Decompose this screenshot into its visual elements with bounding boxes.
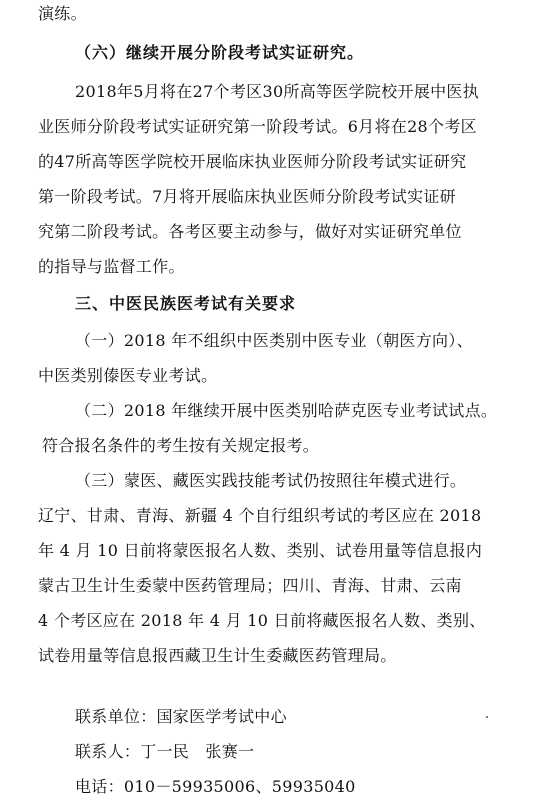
- text-line: 符合报名条件的考生按有关规定报考。: [42, 436, 320, 455]
- text-line: 年 4 月 10 日前将蒙医报名人数、类别、试卷用量等信息报内: [38, 541, 483, 560]
- text-line: 的指导与监督工作。: [38, 257, 185, 276]
- text-line: 中医类别傣医专业考试。: [38, 366, 218, 385]
- text-line: 试卷用量等信息报西藏卫生计生委藏医药管理局。: [38, 646, 397, 665]
- contact-person: 联系人：丁一民 张赛一: [75, 742, 255, 761]
- text-line: 2018年5月将在27个考区30所高等医学院校开展中医执: [75, 82, 480, 101]
- text-line: （一）2018 年不组织中医类别中医专业（朝医方向）、: [75, 331, 473, 350]
- section-heading: 三、中医民族医考试有关要求: [75, 294, 297, 313]
- contact-phone: 电话：010－59935006、59935040: [75, 777, 356, 796]
- text-line: （二）2018 年继续开展中医类别哈萨克医专业考试试点。: [75, 401, 498, 420]
- text-line: 蒙古卫生计生委蒙中医药管理局；四川、青海、甘肃、云南: [38, 576, 462, 595]
- text-line: （三）蒙医、藏医实践技能考试仍按照往年模式进行。: [75, 471, 467, 490]
- text-line: 的47所高等医学院校开展临床执业医师分阶段考试实证研究: [38, 152, 467, 171]
- text-line: 4 个考区应在 2018 年 4 月 10 日前将藏医报名人数、类别、: [38, 611, 486, 630]
- text-line: 辽宁、甘肃、青海、新疆 4 个自行组织考试的考区应在 2018: [38, 506, 482, 525]
- text-line: 第一阶段考试。7月将开展临床执业医师分阶段考试实证研: [38, 187, 456, 206]
- text-line: 业医师分阶段考试实证研究第一阶段考试。6月将在28个考区: [38, 117, 477, 136]
- text-line: 究第二阶段考试。各考区要主动参与，做好对实证研究单位: [38, 222, 462, 241]
- text-line: 演练。: [38, 4, 87, 23]
- scan-speck: [486, 716, 488, 718]
- section-heading: （六）继续开展分阶段考试实证研究。: [75, 43, 365, 62]
- contact-unit: 联系单位：国家医学考试中心: [75, 707, 287, 726]
